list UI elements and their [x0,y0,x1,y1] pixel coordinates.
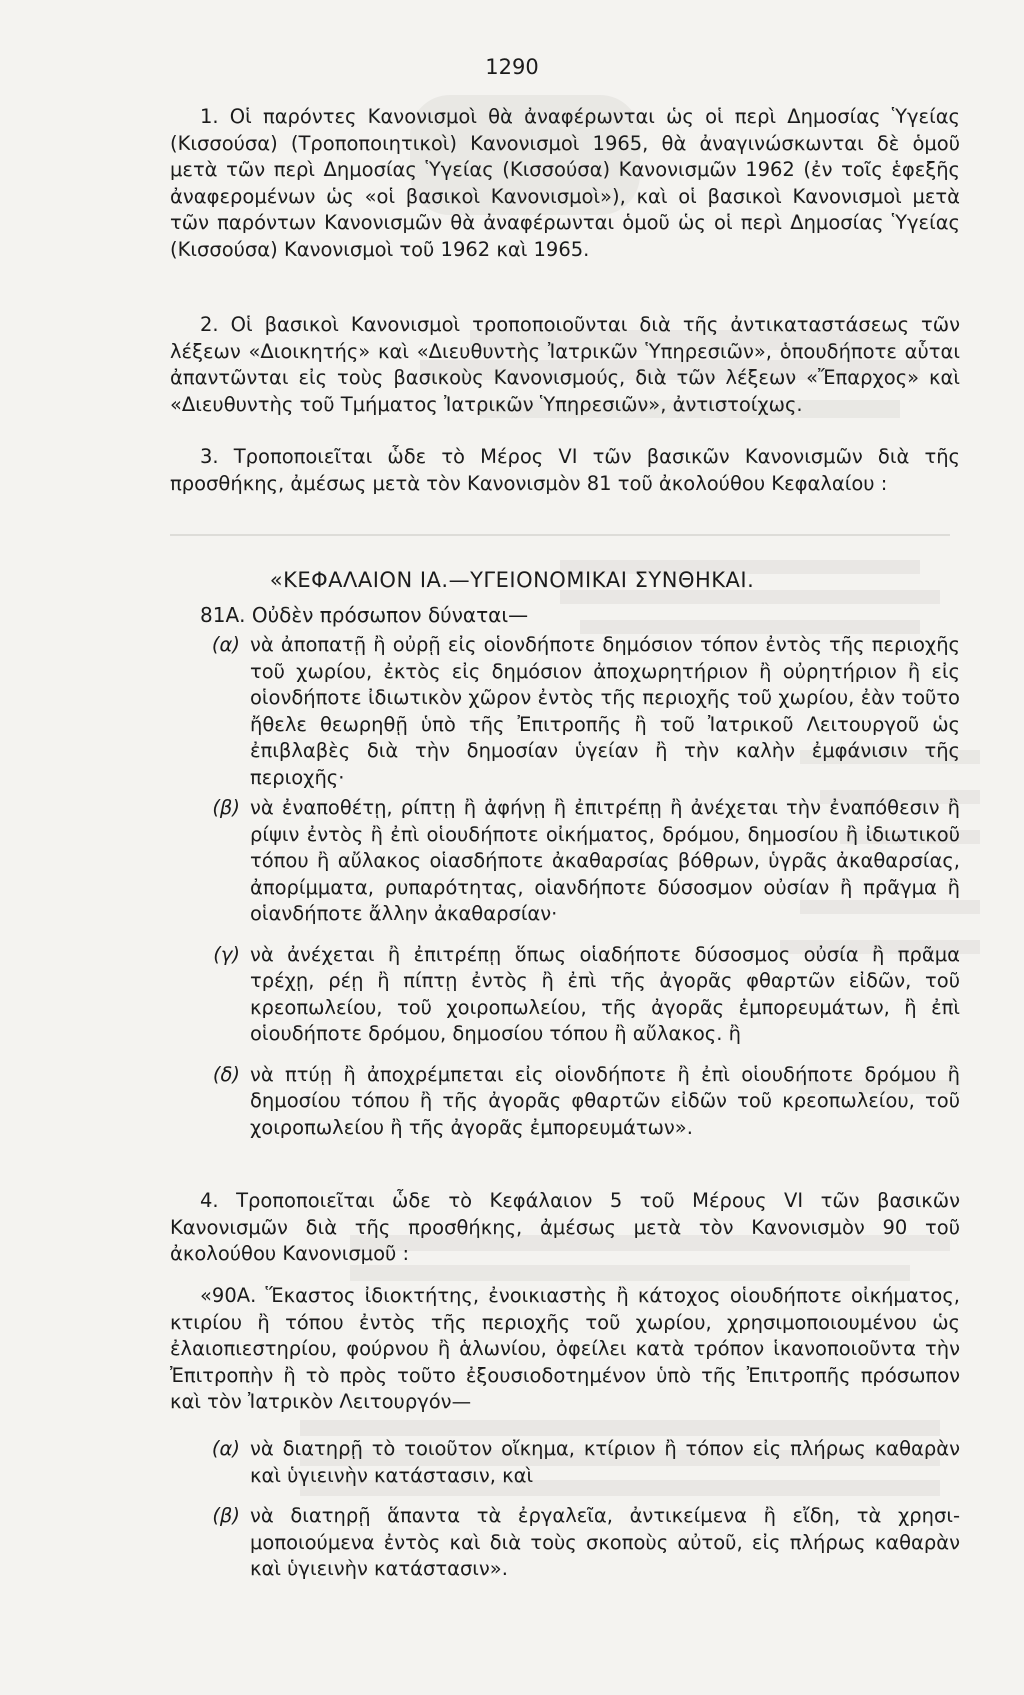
page-number: 1290 [485,55,539,79]
clause-label: (δ) [212,1062,240,1086]
regulation-81a-clauses [178,632,960,1141]
clause-81a-a [178,632,960,791]
paragraph-1 [170,104,960,263]
clause-text: νὰ ἐναποθέτῃ, ρίπτῃ ἢ ἀφήνῃ ἢ ἐπιτρέπῃ ἢ ἀνέχεται τὴν ἐναπόθεσιν ἢ ρίψιν ἐντὸς ἢ ἐπὶ οἱουδήποτε οἰκήματος, δρόμου, δημοσίου ἢ ἰδιωτικοῦ τόπου ἢ αὔλακος οἱασδήποτε ἀκαθαρσίας βόθρων, ὑγρᾶς ἀκαθαρσίας, ἀπορίμματα, ρυπαρότητας, οἱανδήποτε δύσοσμον οὐσίαν ἢ πρᾶγμα ἢ οἱανδήποτε ἄλλην ἀκαθαρσίαν· [250,796,960,925]
clause-text: νὰ ἀνέχεται ἢ ἐπιτρέπῃ ὅπως οἱαδήποτε δύσοσμος οὐσία ἢ πρᾶμα τρέχῃ, ρέῃ ἢ πίπτῃ ἐντὸς ἢ ἐπὶ τῆς ἀγορᾶς φθαρτῶν εἰδῶν, τοῦ κρεοπωλείου, τοῦ χοιροπωλείου, τῆς ἀγορᾶς ἐμπορευμάτων, ἢ ἐπὶ οἱουδήποτε δρόμου, δημοσίου τόπου ἢ αὔλακος. ἢ [250,942,960,1045]
clause-90a-b [178,1503,960,1583]
regulation-81a-intro: 81Α. Οὐδὲν πρόσωπον δύναται— [200,603,529,627]
clause-text: νὰ διατηρῇ τὸ τοιοῦτον οἴκημα, κτίριον ἢ τόπον εἰς πλήρως καθαρὰν καὶ ὑγιεινὴν κατάστασιν, καὶ [250,1437,960,1487]
chapter-heading: «ΚΕΦΑΛΑΙΟΝ ΙΑ.—ΥΓΕΙΟΝΟΜΙΚΑΙ ΣΥΝΘΗΚΑΙ. [269,568,755,592]
clause-81a-c [178,942,960,1048]
clause-label: (α) [211,1437,240,1460]
clause-90a-a [178,1436,960,1489]
clause-81a-d [178,1062,960,1142]
clause-81a-b [178,795,960,928]
regulation-90a-text: «90Α. Ἕκαστος ἰδιοκτήτης, ἐνοικιαστὴς ἢ κάτοχος οἱουδήποτε οἰκήματος, κτιρίου ἢ τόπου ἐντὸς τῆς περιοχῆς τοῦ χωρίου, χρησιμοποιουμένου ὡς ἐλαιοπιεστηρίου, φούρνου ἢ ἁλωνίου, ὀφείλει κατὰ τρόπον ἱκανοποιοῦντα τὴν Ἐπιτροπὴν ἢ τὸ πρὸς τοῦτο ἐξουσιοδοτημένον ὑπὸ τῆς Ἐπιτροπῆς πρόσωπον καὶ τὸν Ἰατρικὸν Λειτουργόν— [170,1284,960,1413]
paragraph-1-text: 1. Οἱ παρόντες Κανονισμοὶ θὰ ἀναφέρωνται ὡς οἱ περὶ Δημοσίας Ὑγείας (Κισσούσα) (Τροποποιητικοὶ) Κανονισμοὶ 1965, θὰ ἀναγινώσκωνται δὲ ὁμοῦ μετὰ τῶν περὶ Δημοσίας Ὑγείας (Κισσούσα) Κανονισμῶν 1962 (ἐν τοῖς ἑφεξῆς ἀναφερομένων ὡς «οἱ βασικοὶ Κανονισμοὶ»), καὶ οἱ βασικοὶ Κανονισμοὶ μετὰ τῶν παρόντων Κανονισμῶν θὰ ἀναφέρωνται ὁμοῦ ὡς οἱ περὶ Δημοσίας Ὑγείας (Κισσούσα) Κανονισμοὶ τοῦ 1962 καὶ 1965. [170,105,960,261]
clause-label: (β) [212,796,240,819]
paragraph-3 [170,444,960,497]
paragraph-2 [170,312,960,418]
clause-text: νὰ πτύῃ ἢ ἀποχρέμπεται εἰς οἱονδήποτε ἢ ἐπὶ οἱουδήποτε δρόμου ἢ δημοσίου τόπου ἢ τῆς ἀγορᾶς φθαρτῶν εἰδῶν τοῦ κρεοπωλείου, τοῦ χοιροπωλείου ἢ τῆς ἀγορᾶς ἐμπορευμάτων». [250,1062,960,1139]
paragraph-4-text: 4. Τροποποιεῖται ὧδε τὸ Κεφάλαιον 5 τοῦ Μέρους VI τῶν βασικῶν Κανονισμῶν διὰ τῆς προσθήκης, ἀμέσως μετὰ τὸν Κανονισμὸν 90 τοῦ ἀκολούθου Κανονισμοῦ : [170,1189,960,1265]
paragraph-2-text: 2. Οἱ βασικοὶ Κανονισμοὶ τροποποιοῦνται διὰ τῆς ἀντικαταστάσεως τῶν λέξεων «Διοικητής» καὶ «Διευθυντὴς Ἰατρικῶν Ὑπηρεσιῶν», ὁπουδήποτε αὗται ἀπαντῶνται εἰς τοὺς βασικοὺς Κανονισμούς, διὰ τῶν λέξεων «Ἔπαρχος» καὶ «Διευθυντὴς τοῦ Τμήματος Ἰατρικῶν Ὑπηρεσιῶν», ἀντιστοίχως. [170,313,960,416]
clause-label: (γ) [213,942,240,966]
clause-label: (β) [212,1504,240,1527]
clause-text: νὰ ἀποπατῇ ἢ οὐρῇ εἰς οἱονδήποτε δημόσιον τόπον ἐντὸς τῆς περιοχῆς τοῦ χωρίου, ἐκτὸς εἰς δημόσιον ἀποχωρητήριον ἢ οὐρητήριον ἢ εἰς οἱονδήποτε ἰδιωτικὸν χῶρον ἐντὸς τῆς περιοχῆς τοῦ χωρίου, ἐὰν τοῦτο ἤθελε θεωρηθῇ ὑπὸ τῆς Ἐπιτροπῆς ἢ τοῦ Ἰατρικοῦ Λειτουργοῦ ὡς ἐπιβλαβὲς διὰ τὴν δημοσίαν ὑγείαν ἢ τὴν καλὴν ἐμφάνισιν τῆς περιοχῆς· [250,633,960,789]
paragraph-4 [170,1188,960,1268]
regulation-90a-clauses [178,1436,960,1583]
clause-label: (α) [211,633,240,656]
regulation-90a [170,1283,960,1416]
regulation-81a [200,602,960,629]
paragraph-3-text: 3. Τροποποιεῖται ὧδε τὸ Μέρος VI τῶν βασικῶν Κανονισμῶν διὰ τῆς προσθήκης, ἀμέσως μετὰ τὸν Κανονισμὸν 81 τοῦ ἀκολούθου Κεφαλαίου : [170,445,960,495]
clause-text: νὰ διατηρῇ ἅπαντα τὰ ἐργαλεῖα, ἀντικείμενα ἢ εἴδη, τὰ χρησιμοποιούμενα ἐντὸς καὶ διὰ τοὺς σκοποὺς αὐτοῦ, εἰς πλήρως καθαρὰν καὶ ὑγιεινὴν κατάστασιν». [250,1504,960,1580]
